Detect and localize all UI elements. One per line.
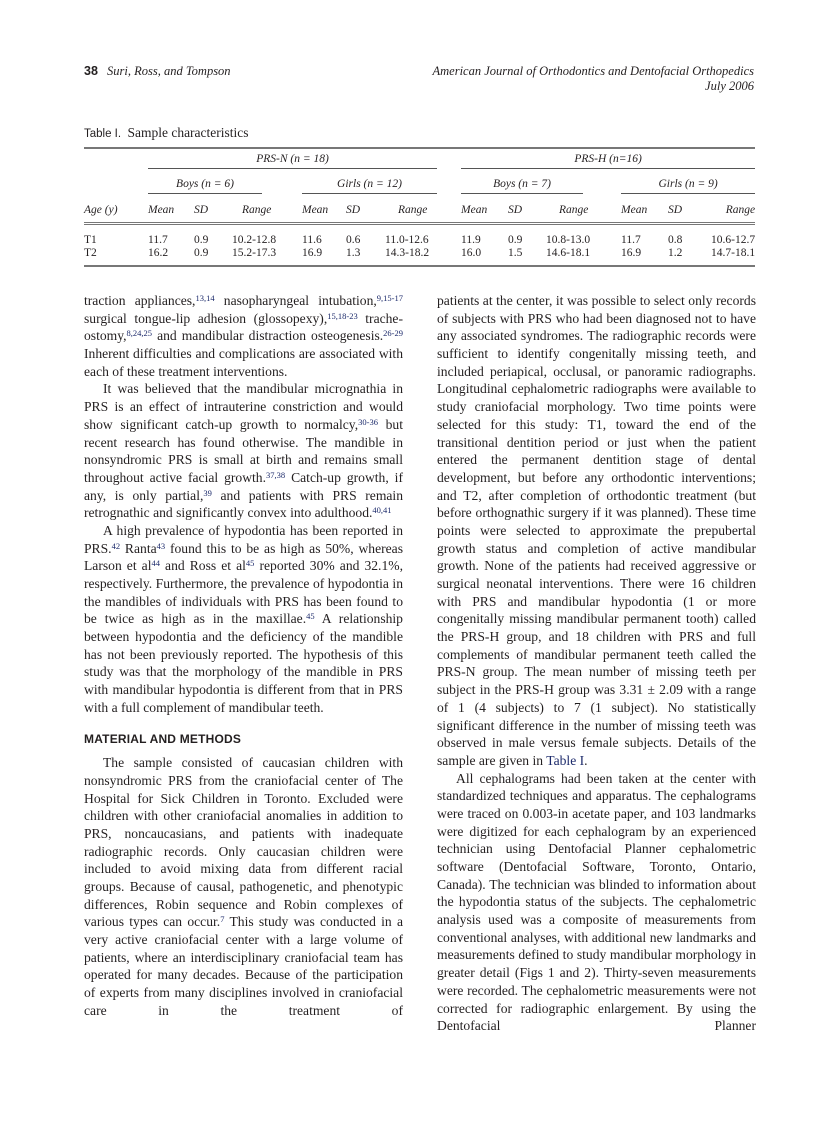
table-cell: 16.2 (148, 246, 169, 259)
text-run: This study was conducted in a very active craniofacial center with a large volume of patients, where an interdisciplinary craniofacial team has operated for many decades. Because of the participation of experts from many disciplines involved in craniofacial care in the treatment of (84, 914, 403, 1018)
citation-reference[interactable]: 44 (151, 558, 160, 569)
body-paragraph (84, 522, 403, 717)
table-cell: 15.2-17.3 (232, 246, 277, 259)
body-paragraph (84, 754, 403, 1019)
table-row (84, 224, 755, 247)
running-header-left (84, 64, 231, 79)
table-cell: 16.9 (302, 246, 323, 259)
right-column (437, 292, 756, 1035)
text-run: found this to be as high as 50%, whereas Larson et al (84, 540, 404, 574)
table-cell: T2 (84, 246, 97, 259)
citation-reference[interactable]: 45 (306, 611, 315, 622)
subgroup-header: Girls (n = 12) (302, 173, 461, 198)
table-label: Table I. (84, 128, 122, 140)
column-header: Range (706, 198, 755, 224)
table-caption (84, 125, 249, 141)
table-cell: 10.8-13.0 (546, 233, 591, 246)
text-run: and mandibular distraction osteogenesis. (152, 328, 384, 344)
column-header: Range (543, 198, 621, 224)
column-header: SD (668, 198, 706, 224)
text-run: Ranta (120, 540, 157, 556)
citation-reference[interactable]: 40,41 (372, 505, 392, 516)
text-run: tracheostomy, (84, 310, 403, 344)
subgroup-header: Boys (n = 7) (461, 173, 621, 198)
citation-reference[interactable]: 9,15-17 (376, 293, 403, 303)
table-cell: 14.7-18.1 (711, 246, 756, 259)
table-cell: 11.7 (621, 233, 641, 246)
citation-reference[interactable]: 26-29 (383, 328, 403, 339)
table-cell: 0.9 (194, 233, 209, 246)
table-title: Sample characteristics (127, 125, 249, 140)
table-cell: 10.6-12.7 (711, 233, 756, 246)
text-run: The sample consisted of caucasian children with nonsyndromic PRS from the craniofacial center of The Hospital for Sick Children in Toronto. Excluded were children with other craniofacial anomalies in addition to PRS, noncaucasians, and patients with inadequate radiographic records. Only caucasian children were included to avoid mixing data from different racial groups. Because of causal, pathogenetic, and phenotypic differences, Robin sequence and Robin complexes of various types can occur. (84, 755, 403, 930)
column-header: SD (346, 198, 380, 224)
table-cell: 11.0-12.6 (385, 233, 429, 246)
citation-reference[interactable]: 8,24,25 (126, 328, 153, 339)
citation-reference[interactable]: 43 (156, 540, 166, 551)
table-cell: 0.6 (346, 233, 361, 246)
citation-reference[interactable]: 37,38 (266, 469, 286, 480)
running-header-right (433, 64, 755, 94)
text-run: reported 30% and 32.1%, respectively. Furthermore, the prevalence of hypodontia in the mandibles of individuals with PRS has been found to be twice as high as in the maxillae. (84, 558, 403, 627)
column-header: SD (194, 198, 230, 224)
citation-reference[interactable]: 15,18-23 (327, 310, 358, 321)
body-paragraph (84, 292, 403, 380)
table-cell: 1.3 (346, 246, 361, 259)
section-heading: MATERIAL AND METHODS (84, 731, 242, 746)
table-cell: 16.9 (621, 246, 642, 259)
column-header: Age (y) (84, 198, 148, 224)
citation-reference[interactable]: 42 (111, 540, 121, 551)
group-header: PRS-H (n=16) (461, 148, 755, 173)
column-header: Mean (148, 198, 194, 224)
left-column (84, 292, 403, 1020)
table-cell: T1 (84, 233, 97, 246)
issue-date: July 2006 (705, 79, 754, 93)
text-run: and Ross et al (159, 558, 246, 574)
body-paragraph: patients at the center, it was possible to select only records of subjects with PRS who had been diagnosed not to have any associated syndromes. The radiographic records were sufficient to identify congenitally missing teeth, and included periapical, occlusal, or panoramic radiographs. Longitudinal cephalometric radiographs were available to study craniofacial morphology. Two time points were selected for this study: T1, toward the end of the transitional dentition period or just when the patient entered the permanent dentition stage of dental development, but before any orthodontic interventions; and T2, after completion of orthodontic treatment (but before orthognathic surgery if it was planned). These time points were selected to approximate the prepubertal growth status and completion of active mandibular growth. None of the patients had received aggressive or surgical neonatal interventions. There were 16 children with PRS and mandibular hypodontia (1 or more congenitally missing mandibular permanent tooth) called the PRS-H group, and 18 children with PRS and full complements of mandibular permanent teeth called the PRS-N group. The mean number of missing teeth per subject in the PRS-H group was 3.31 ± 2.09 with a range of 1 (4 subjects) to 7 (1 subject). No statistically significant difference in the number of missing teeth was observed in male versus female subjects. Details of the sample are given in Table I. (437, 293, 756, 768)
column-header-row (84, 198, 755, 224)
authors: Suri, Ross, and Tompson (107, 64, 231, 78)
body-paragraph (84, 380, 403, 522)
citation-reference[interactable]: 13,14 (195, 293, 215, 303)
sample-characteristics-table (84, 147, 755, 267)
text-run: Inherent difficulties and complications are associated with each of these treatment interventions. (84, 346, 403, 379)
table-cell: 11.6 (302, 233, 322, 246)
journal-name: American Journal of Orthodontics and Dentofacial Orthopedics (432, 64, 754, 78)
column-header: Range (230, 198, 302, 224)
table-cell: 16.0 (461, 246, 482, 259)
citation-reference[interactable]: 39 (203, 487, 212, 498)
table-cell: 1.5 (508, 246, 523, 259)
table-cell: 1.2 (668, 246, 683, 259)
text-run: traction appliances, (84, 293, 196, 308)
text-run: surgical tongue-lip adhesion (glossopexy), (84, 310, 328, 326)
text-run: and patients with PRS remain retrognathic and significantly convex into adulthood. (84, 487, 403, 521)
text-run: nasopharyngeal intubation, (214, 293, 377, 308)
column-header: SD (508, 198, 543, 224)
body-paragraph: All cephalograms had been taken at the center with standardized techniques and apparatus. The cephalograms were traced on 0.003-in acetate paper, and 103 landmarks were digitized for each cephalogram by an experienced technician using Dentofacial Planner cephalometric software (Dentofacial Software, Toronto, Ontario, Canada). The technician was blinded to information about the hypodontia status of the subjects. The cephalometric analysis used was a composite of measurements from conventional analyses, with additional new landmarks and measurements defined to study mandibular morphology in greater detail (Figs 1 and 2). Thirty-seven measurements were recorded. The cephalometric measurements were not corrected for radiographic enlargement. By using the Dentofacial Planner (437, 770, 756, 1034)
table-cell: 10.2-12.8 (232, 233, 277, 246)
group-header: PRS-N (n = 18) (148, 148, 461, 173)
table-row (84, 246, 755, 266)
column-header: Mean (302, 198, 346, 224)
page-number: 38 (84, 64, 98, 78)
text-run: It was believed that the mandibular micrognathia in PRS is an effect of intrauterine constriction and would show significant catch-up growth to normalcy, (84, 381, 403, 432)
column-header: Mean (461, 198, 508, 224)
table-cell: 14.6-18.1 (546, 246, 591, 259)
text-run: but recent research has found otherwise. The mandible in nonsyndromic PRS is small at birth and remains small throughout active facial growth. (84, 416, 403, 485)
citation-reference[interactable]: 30-36 (358, 416, 378, 427)
table-cell: 14.3-18.2 (385, 246, 430, 259)
subgroup-header: Girls (n = 9) (621, 173, 755, 198)
column-header: Range (380, 198, 461, 224)
table-reference-link[interactable]: Table I (546, 752, 585, 768)
citation-reference[interactable]: 7 (220, 914, 225, 925)
table-cell: 11.9 (461, 233, 481, 246)
subgroup-header: Boys (n = 6) (148, 173, 302, 198)
text-run: Catch-up growth, if any, is only partial, (84, 469, 403, 503)
table-cell: 0.9 (194, 246, 209, 259)
column-header: Mean (621, 198, 668, 224)
text-run: A relationship between hypodontia and the deficiency of the mandible has not been previously reported. The hypothesis of this study was that the morphology of the mandible in PRS with mandibular hypodontia is different from that in PRS with a full complement of mandibular teeth. (84, 611, 403, 715)
citation-reference[interactable]: 45 (245, 558, 255, 569)
text-run: A high prevalence of hypodontia has been reported in PRS. (84, 522, 403, 556)
table-cell: 11.7 (148, 233, 168, 246)
table-cell: 0.8 (668, 233, 683, 246)
table-cell: 0.9 (508, 233, 523, 246)
